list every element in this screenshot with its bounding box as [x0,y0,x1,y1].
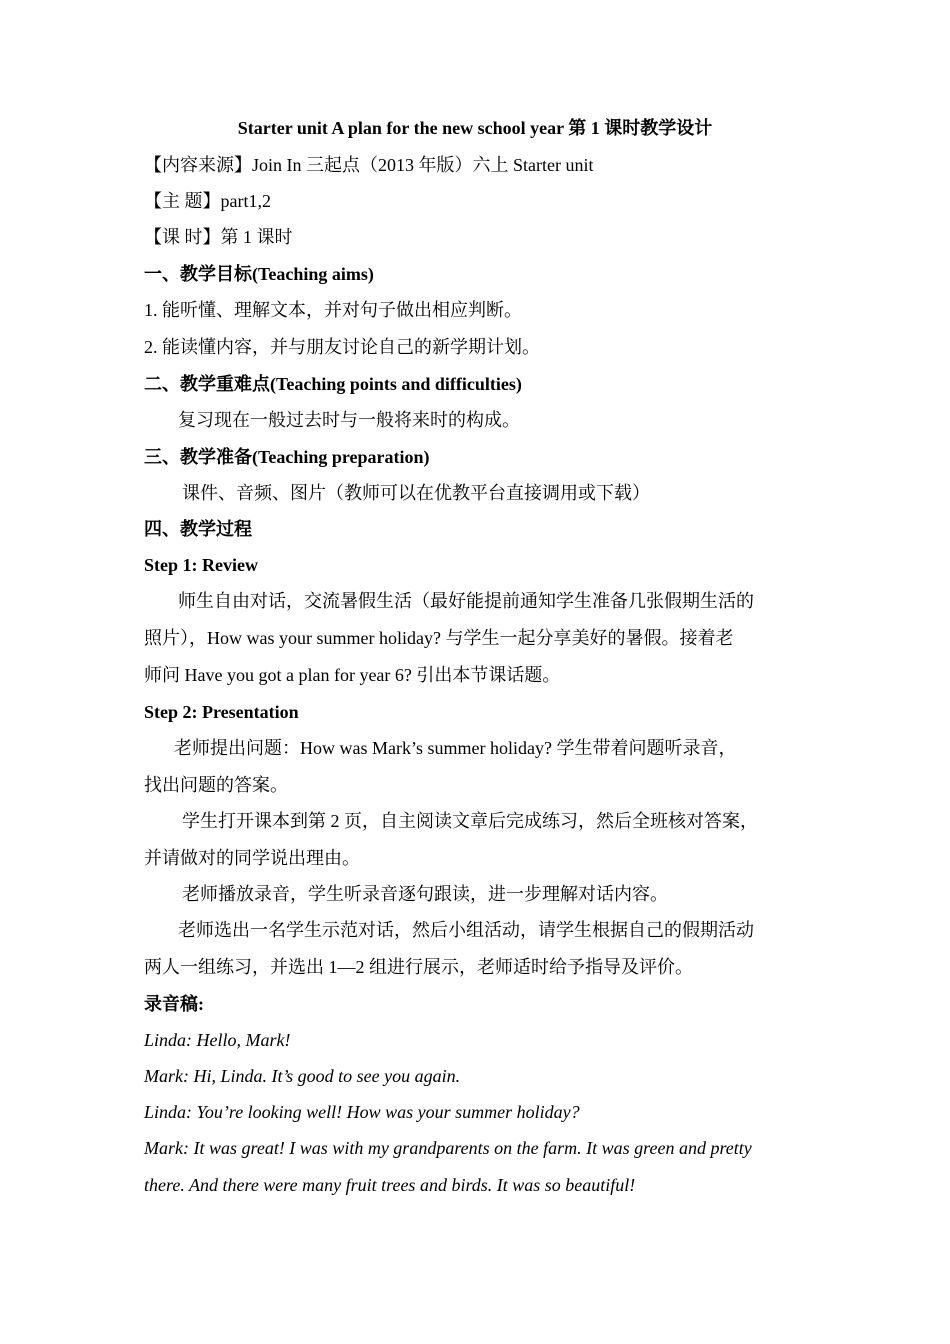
meta-source: 【内容来源】Join In 三起点（2013 年版）六上 Starter unit [144,155,594,175]
step2-line: 老师播放录音，学生听录音逐句跟读，进一步理解对话内容。 [182,884,668,904]
step2-heading: Step 2: Presentation [144,702,299,722]
section-heading-points: 二、教学重难点(Teaching points and difficulties) [144,374,522,394]
aim-item: 1. 能听懂、理解文本，并对句子做出相应判断。 [144,300,522,320]
step2-line: 两人一组练习，并选出 1—2 组进行展示，老师适时给予指导及评价。 [144,957,693,977]
meta-lesson: 【课 时】第 1 课时 [144,227,293,247]
document-title: Starter unit A plan for the new school year 第 1 课时教学设计 [237,118,713,138]
transcript-heading: 录音稿: [144,994,204,1014]
preparation-text: 课件、音频、图片（教师可以在优教平台直接调用或下载） [182,483,650,503]
section-heading-aims: 一、教学目标(Teaching aims) [144,264,374,284]
transcript-line: Linda: You’re looking well! How was your summer holiday? [144,1102,580,1122]
step2-line: 并请做对的同学说出理由。 [144,848,360,868]
aim-item: 2. 能读懂内容，并与朋友讨论自己的新学期计划。 [144,337,540,357]
step2-line: 老师提出问题：How was Mark’s summer holiday? 学生带着问题听录音， [174,738,737,758]
step1-line: 师问 Have you got a plan for year 6? 引出本节课话题。 [144,665,561,685]
step2-line: 老师选出一名学生示范对话，然后小组活动，请学生根据自己的假期活动 [178,920,754,940]
transcript-line: Mark: It was great! I was with my grandparents on the farm. It was green and pretty [144,1138,752,1158]
step2-line: 找出问题的答案。 [144,775,288,795]
transcript-line: Mark: Hi, Linda. It’s good to see you again. [144,1066,461,1086]
points-text: 复习现在一般过去时与一般将来时的构成。 [178,410,520,430]
meta-topic: 【主 题】part1,2 [144,191,271,211]
transcript-line: there. And there were many fruit trees and birds. It was so beautiful! [144,1175,636,1195]
step2-line: 学生打开课本到第 2 页，自主阅读文章后完成练习，然后全班核对答案， [182,811,758,831]
step1-line: 师生自由对话，交流暑假生活（最好能提前通知学生准备几张假期生活的 [178,591,754,611]
step1-heading: Step 1: Review [144,555,258,575]
section-heading-preparation: 三、教学准备(Teaching preparation) [144,447,430,467]
transcript-line: Linda: Hello, Mark! [144,1030,291,1050]
section-heading-process: 四、教学过程 [144,519,252,539]
step1-line: 照片），How was your summer holiday? 与学生一起分享美好的暑假。接着老 [144,628,734,648]
